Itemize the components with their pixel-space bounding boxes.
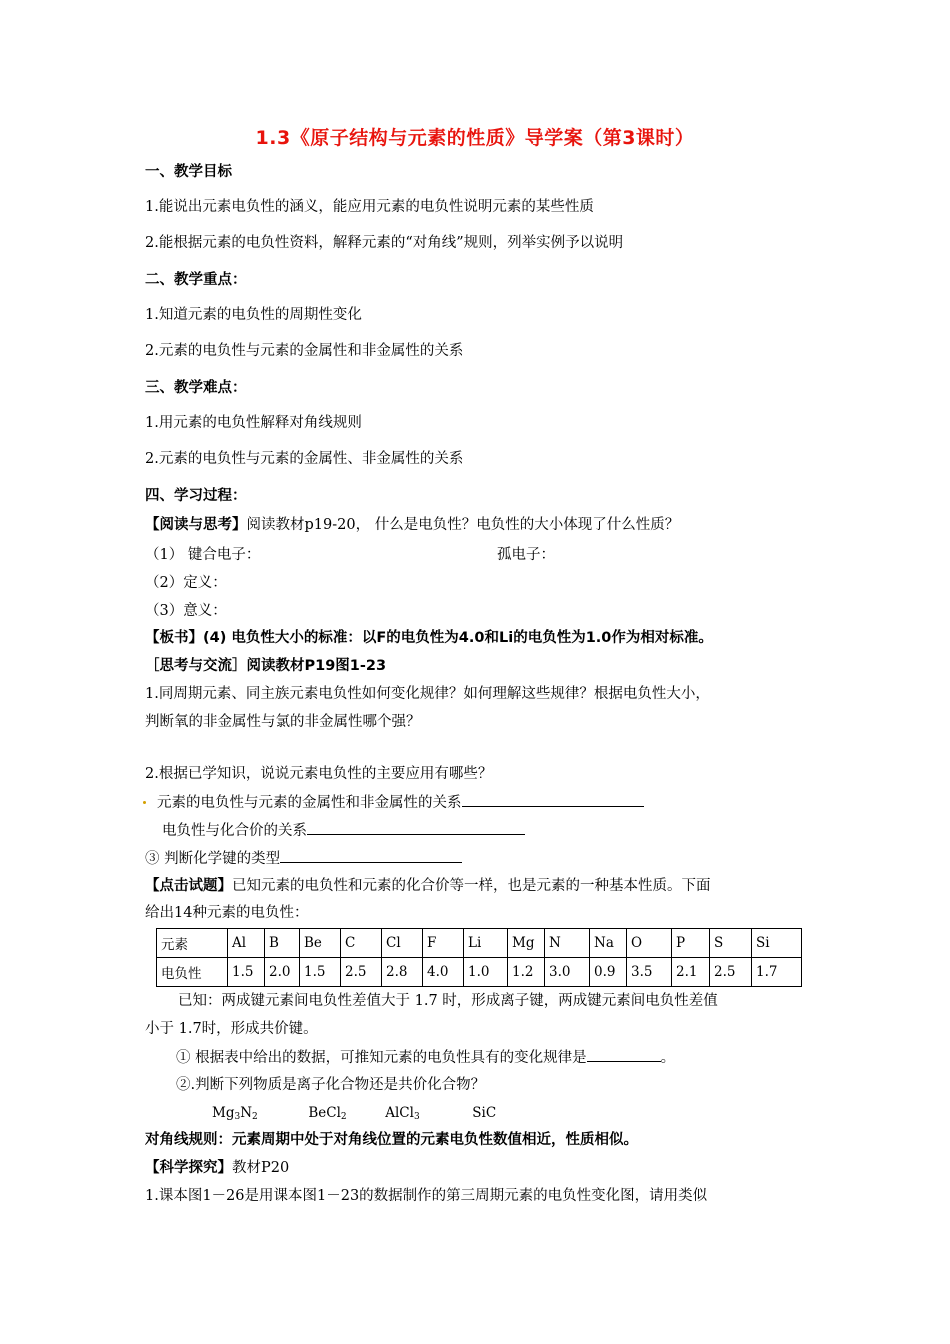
table-cell: N: [545, 929, 590, 958]
board-note-text: (4) 电负性大小的标准：以F的电负性为4.0和Li的电负性为1.0作为相对标准。: [203, 630, 713, 646]
table-cell: 1.7: [752, 958, 802, 987]
sub-question-2: ②.判断下列物质是离子化合物还是共价化合物？: [176, 1077, 486, 1093]
application-3: [145, 848, 462, 869]
section-heading-objectives: 一、教学目标: [145, 164, 232, 180]
sub-question-1-end: 。: [660, 1050, 676, 1066]
compound-list: [212, 1103, 496, 1127]
section-heading-key-points: 二、教学重点：: [145, 272, 247, 288]
table-cell: Mg: [508, 929, 545, 958]
science-explore-label: 【科学探究】: [145, 1160, 232, 1176]
application-1: [157, 792, 644, 813]
meaning-prompt: （3）意义：: [145, 603, 227, 619]
bullet-dot: [143, 801, 146, 804]
board-note-line: [145, 628, 713, 648]
table-cell: 4.0: [423, 958, 464, 987]
table-cell: 3.0: [545, 958, 590, 987]
table-cell: 1.2: [508, 958, 545, 987]
table-cell: 0.9: [590, 958, 627, 987]
difficulty-item: 1.用元素的电负性解释对角线规则: [145, 415, 362, 431]
table-cell: 2.0: [265, 958, 300, 987]
table-cell: Be: [300, 929, 341, 958]
table-cell: Al: [228, 929, 265, 958]
explore-question-1: 1.课本图1－26是用课本图1－23的数据制作的第三周期元素的电负性变化图，请用类似: [145, 1188, 708, 1204]
table-cell: Cl: [382, 929, 423, 958]
science-explore-line: [145, 1158, 289, 1178]
table-cell: B: [265, 929, 300, 958]
table-cell: 2.5: [341, 958, 382, 987]
table-cell: 1.0: [464, 958, 508, 987]
table-row: [157, 958, 802, 987]
question-1-line-b: 判断氧的非金属性与氯的非金属性哪个强？: [145, 714, 421, 730]
application-2: [162, 820, 525, 841]
table-header-cell: 元素: [157, 929, 228, 958]
table-cell: Li: [464, 929, 508, 958]
table-cell: 3.5: [627, 958, 672, 987]
answer-blank[interactable]: [307, 820, 525, 835]
table-cell: F: [423, 929, 464, 958]
table-cell: S: [710, 929, 752, 958]
table-header-cell: 电负性: [157, 958, 228, 987]
trial-line-a: [145, 876, 711, 896]
table-cell: Na: [590, 929, 627, 958]
sub-question-1: [176, 1047, 675, 1068]
answer-blank[interactable]: [462, 792, 644, 807]
compound-mg3n2: $Mg_3N_2$: [212, 1105, 258, 1122]
table-cell: 1.5: [300, 958, 341, 987]
table-row: [157, 929, 802, 958]
answer-blank[interactable]: [280, 848, 462, 863]
diagonal-rule: 对角线规则：元素周期中处于对角线位置的元素电负性数值相近，性质相似。: [145, 1132, 638, 1148]
definition-prompt: （2）定义：: [145, 575, 227, 591]
board-note-label: 【板书】: [145, 630, 203, 646]
application-2-text: 电负性与化合价的关系: [162, 823, 307, 839]
document-title: 1.3《原子结构与元素的性质》导学案（第3课时）: [255, 127, 695, 149]
objective-item: 2.能根据元素的电负性资料，解释元素的“对角线”规则，列举实例予以说明: [145, 235, 624, 251]
question-2: 2.根据已学知识，说说元素电负性的主要应用有哪些？: [145, 766, 493, 782]
think-discuss-label: ［思考与交流］: [145, 658, 247, 674]
think-discuss-line: [145, 656, 386, 676]
table-cell: 2.1: [672, 958, 710, 987]
table-cell: 2.5: [710, 958, 752, 987]
electronegativity-table: [156, 928, 802, 987]
key-point-item: 1.知道元素的电负性的周期性变化: [145, 307, 362, 323]
bonding-electron-prompt: （1） 键合电子：: [145, 547, 261, 563]
known-condition-b: 小于 1.7时，形成共价键。: [145, 1021, 318, 1037]
compound-becl2: BeCl$_2$: [308, 1105, 347, 1122]
compound-sic: SiC: [472, 1105, 497, 1121]
table-cell: 1.5: [228, 958, 265, 987]
application-3-text: ③ 判断化学键的类型: [145, 851, 281, 867]
table-cell: P: [672, 929, 710, 958]
section-heading-process: 四、学习过程：: [145, 488, 247, 504]
compound-alcl3: AlCl$_3$: [385, 1105, 420, 1122]
read-think-text: 阅读教材p19-20， 什么是电负性？电负性的大小体现了什么性质？: [246, 517, 680, 533]
answer-blank[interactable]: [587, 1047, 661, 1062]
key-point-item: 2.元素的电负性与元素的金属性和非金属性的关系: [145, 343, 464, 359]
section-heading-difficulties: 三、教学难点：: [145, 380, 247, 396]
table-cell: 2.8: [382, 958, 423, 987]
read-think-line: [145, 515, 679, 535]
trial-text: 已知元素的电负性和元素的化合价等一样，也是元素的一种基本性质。下面: [232, 878, 711, 894]
sub-question-1-text: ① 根据表中给出的数据，可推知元素的电负性具有的变化规律是: [176, 1050, 587, 1066]
read-think-label: 【阅读与思考】: [145, 517, 247, 533]
question-1-line-a: 1.同周期元素、同主族元素电负性如何变化规律？如何理解这些规律？根据电负性大小，: [145, 686, 710, 702]
think-discuss-text: 阅读教材P19图1-23: [246, 658, 387, 674]
known-condition-a: 已知：两成键元素间电负性差值大于 1.7 时，形成离子键，两成键元素间电负性差值: [178, 993, 718, 1009]
table-cell: O: [627, 929, 672, 958]
trial-line-b: 给出14种元素的电负性：: [145, 905, 309, 921]
objective-item: 1.能说出元素电负性的涵义，能应用元素的电负性说明元素的某些性质: [145, 199, 594, 215]
difficulty-item: 2.元素的电负性与元素的金属性、非金属性的关系: [145, 451, 464, 467]
table-cell: C: [341, 929, 382, 958]
trial-label: 【点击试题】: [145, 878, 232, 894]
application-1-text: 元素的电负性与元素的金属性和非金属性的关系: [157, 795, 462, 811]
lone-electron-prompt: 孤电子：: [497, 547, 555, 563]
science-explore-text: 教材P20: [232, 1160, 290, 1176]
table-cell: Si: [752, 929, 802, 958]
